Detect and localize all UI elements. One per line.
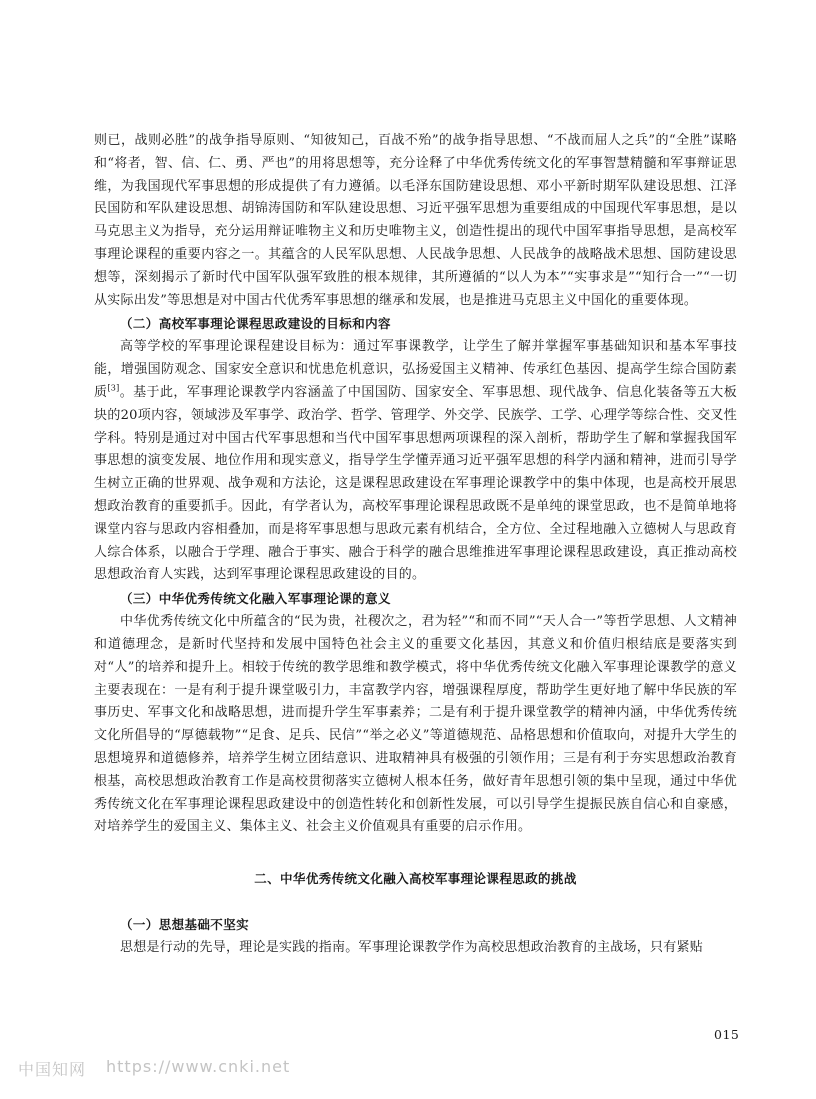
paragraph-1: 则已，战则必胜”的战争指导原则、“知彼知己，百战不殆”的战争指导思想、“不战而屈人之兵”的“全胜”谋略和“将者，智、信、仁、勇、严也”的用将思想等，充分诠释了中华优秀传统文化的军事智慧精髓和军事辩证思维，为我国现代军事思想的形成提供了有力遵循。以毛泽东国防建设思想、邓小平新时期军队建设思想、江泽民国防和军队建设思想、胡锦涛国防和军队建设思想、习近平强军思想为重要组成的中国现代军事思想，是以马克思主义为指导，充分运用辩证唯物主义和历史唯物主义，创造性提出的现代中国军事指导思想，是高校军事理论课程的重要内容之一。其蕴含的人民军队思想、人民战争思想、人民战争的战略战术思想、国防建设思想等，深刻揭示了新时代中国军队强军致胜的根本规律，其所遵循的“以人为本”“实事求是”“知行合一”“一切从实际出发”等思想是对中国古代优秀军事思想的继承和发展，也是推进马克思主义中国化的重要体现。 [94, 133, 737, 308]
subheading-ideological-foundation: （一）思想基础不坚实 [120, 917, 250, 933]
subheading-significance: （三）中华优秀传统文化融入军事理论课的意义 [120, 591, 391, 607]
citation-ref[interactable]: [3] [107, 383, 120, 393]
paragraph-2-text-b: 。基于此，军事理论课教学内容涵盖了中国国防、国家安全、军事思想、现代战争、信息化装备等五大板块的20项内容，领域涉及军事学、政治学、哲学、管理学、外交学、民族学、工学、心理学等综合性、交叉性学科。特别是通过对中国古代军事思想和当代中国军事思想两项课程的深入剖析，帮助学生了解和掌握我国军事思想的演变发展、地位作用和现实意义，指导学生学懂弄通习近平强军思想的科学内涵和精神，进而引导学生树立正确的世界观、战争观和方法论，这是课程思政建设在军事理论课教学中的集中体现，也是高校开展思想政治教育的重要抓手。因此，有学者认为，高校军事理论课程思政既不是单纯的课堂思政，也不是简单地将课堂内容与思政内容相叠加，而是将军事思想与思政元素有机结合，全方位、全过程地融入立德树人与思政育人综合体系，以融合于学理、融合于事实、融合于科学的融合思维推进军事理论课程思政建设，真正推动高校思想政治育人实践，达到军事理论课程思政建设的目的。 [94, 384, 737, 583]
page-number: 015 [714, 1027, 740, 1042]
paragraph-2 [94, 336, 737, 587]
watermark [18, 1057, 290, 1080]
paragraph-3: 中华优秀传统文化中所蕴含的“民为贵，社稷次之，君为轻”“和而不同”“天人合一”等哲学思想、人文精神和道德理念，是新时代坚持和发展中国特色社会主义的重要文化基因，其意义和价值归根结底是要落实到对“人”的培养和提升上。相较于传统的教学思维和教学模式，将中华优秀传统文化融入军事理论课教学的意义主要表现在：一是有利于提升课堂吸引力，丰富教学内容，增强课程厚度，帮助学生更好地了解中华民族的军事历史、军事文化和战略思想，进而提升学生军事素养；二是有利于提升课堂教学的精神内涵，中华优秀传统文化所倡导的“厚德载物”“足食、足兵、民信”“举之必义”等道德规范、品格思想和价值取向，对提升大学生的思想境界和道德修养，培养学生树立团结意识、进取精神具有极强的引领作用；三是有利于夯实思想政治教育根基，高校思想政治教育工作是高校贯彻落实立德树人根本任务，做好青年思想引领的集中呈现，通过中华优秀传统文化在军事理论课程思政建设中的创造性转化和创新性发展，可以引导学生提振民族自信心和自豪感，对培养学生的爱国主义、集体主义、社会主义价值观具有重要的启示作用。 [94, 614, 737, 835]
page-body [94, 130, 737, 960]
paragraph-2-text-a: 高等学校的军事理论课程建设目标为：通过军事课教学，让学生了解并掌握军事基础知识和基本军事技能，增强国防观念、国家安全意识和忧患危机意识，弘扬爱国主义精神、传承红色基因、提高学生综合国防素质 [94, 339, 737, 400]
watermark-url: https://www.cnki.net [106, 1057, 291, 1076]
section-heading-challenges: 二、中华优秀传统文化融入高校军事理论课程思政的挑战 [254, 871, 577, 887]
watermark-site-name: 中国知网 [18, 1060, 87, 1079]
paragraph-4: 思想是行动的先导，理论是实践的指南。军事理论课教学作为高校思想政治教育的主战场，只有紧贴 [120, 940, 704, 956]
subheading-goals-content: （二）高校军事理论课程思政建设的目标和内容 [120, 316, 391, 332]
